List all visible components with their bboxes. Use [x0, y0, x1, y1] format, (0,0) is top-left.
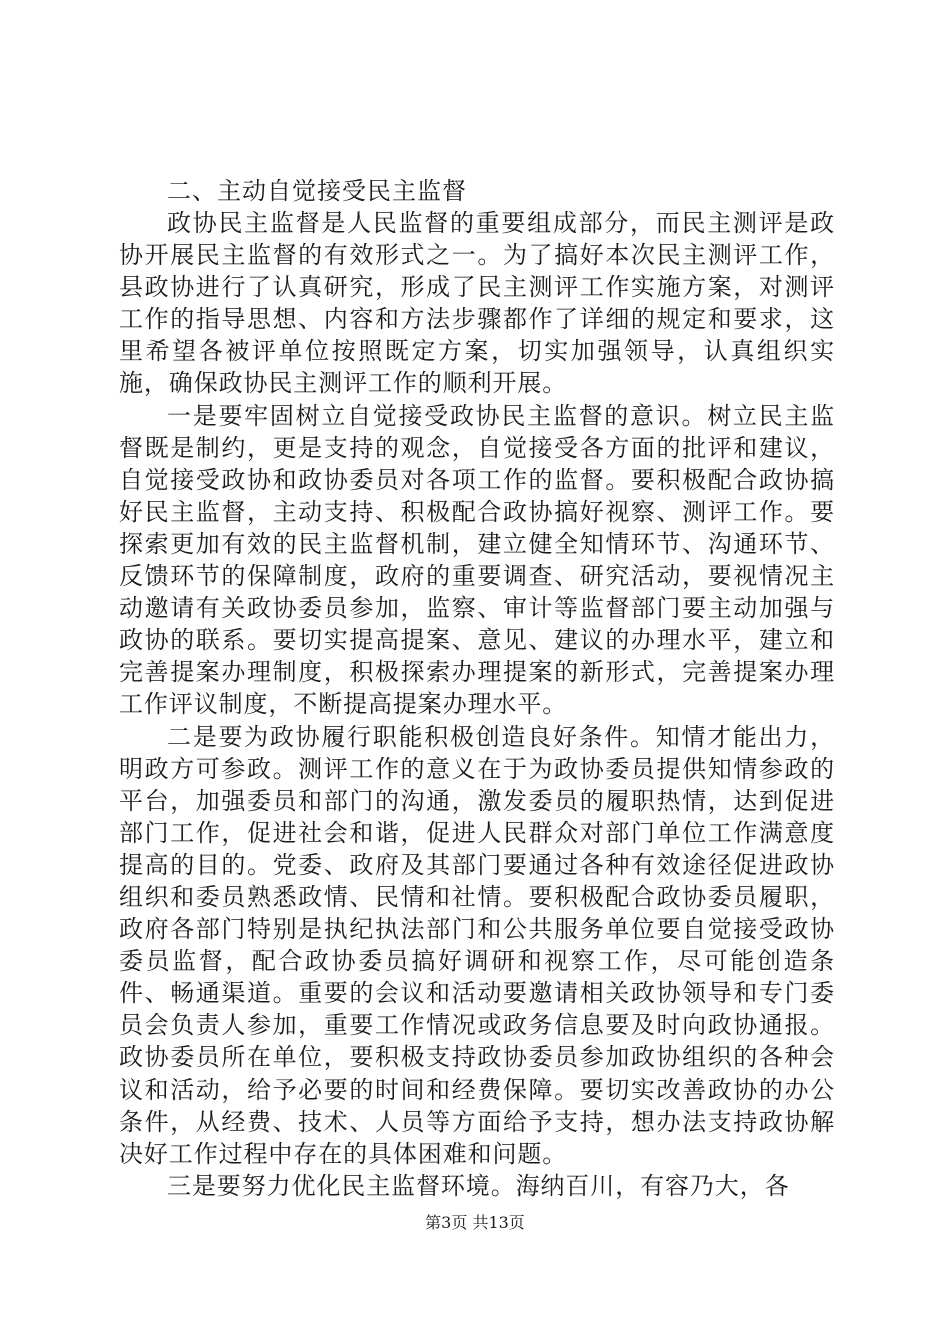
paragraph-point-three: 三是要努力优化民主监督环境。海纳百川，有容乃大，各	[167, 1171, 790, 1200]
page-footer	[0, 1213, 950, 1233]
document-body	[119, 175, 835, 1202]
paragraph-point-one: 一是要牢固树立自觉接受政协民主监督的意识。树立民主监督既是制约，更是支持的观念，自觉接受各方面的批评和建议，自觉接受政协和政协委员对各项工作的监督。要积极配合政协搞好民主监督，主动支持、积极配合政协搞好视察、测评工作。要探索更加有效的民主监督机制，建立健全知情环节、沟通环节、反馈环节的保障制度，政府的重要调查、研究活动，要视情况主动邀请有关政协委员参加，监察、审计等监督部门要主动加强与政协的联系。要切实提高提案、意见、建议的办理水平，建立和完善提案办理制度，积极探索办理提案的新形式，完善提案办理工作评议制度，不断提高提案办理水平。	[119, 401, 835, 719]
page-number-label: 第3页 共13页	[425, 1213, 525, 1232]
paragraph-point-two: 二是要为政协履行职能积极创造良好条件。知情才能出力，明政方可参政。测评工作的意义在于为政协委员提供知情参政的平台，加强委员和部门的沟通，激发委员的履职热情，达到促进部门工作，促进社会和谐，促进人民群众对部门单位工作满意度提高的目的。党委、政府及其部门要通过各种有效途径促进政协组织和委员熟悉政情、民情和社情。要积极配合政协委员履职，政府各部门特别是执纪执法部门和公共服务单位要自觉接受政协委员监督，配合政协委员搞好调研和视察工作，尽可能创造条件、畅通渠道。重要的会议和活动要邀请相关政协领导和专门委员会负责人参加，重要工作情况或政务信息要及时向政协通报。政协委员所在单位，要积极支持政协委员参加政协组织的各种会议和活动，给予必要的时间和经费保障。要切实改善政协的办公条件，从经费、技术、人员等方面给予支持，想办法支持政协解决好工作过程中存在的具体困难和问题。	[119, 722, 835, 1168]
paragraph-democratic-supervision: 政协民主监督是人民监督的重要组成部分，而民主测评是政协开展民主监督的有效形式之一。为了搞好本次民主测评工作，县政协进行了认真研究，形成了民主测评工作实施方案，对测评工作的指导思想、内容和方法步骤都作了详细的规定和要求，这里希望各被评单位按照既定方案，切实加强领导，认真组织实施，确保政协民主测评工作的顺利开展。	[119, 209, 835, 398]
section-heading: 二、主动自觉接受民主监督	[167, 177, 467, 205]
